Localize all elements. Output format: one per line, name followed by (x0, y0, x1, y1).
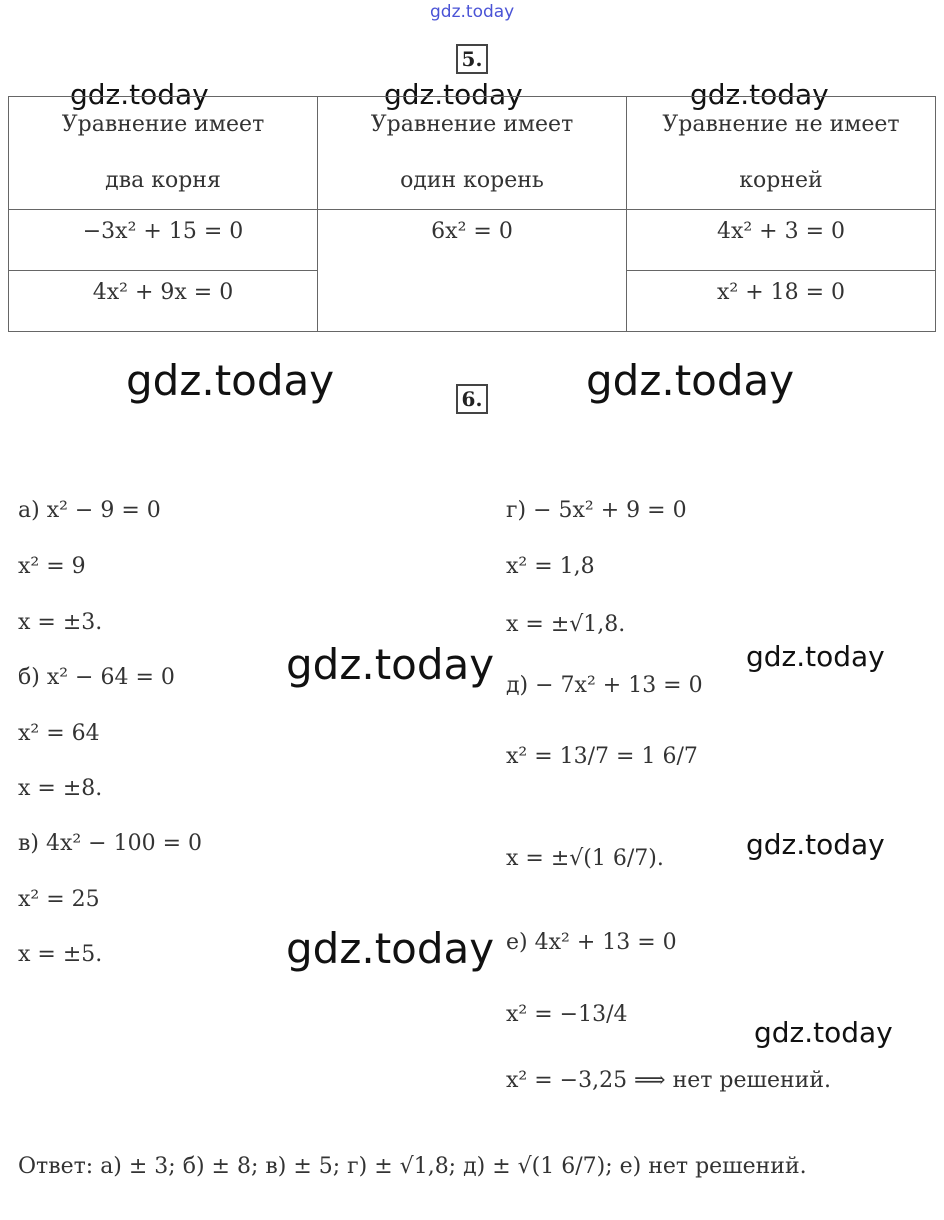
solution-line: а) x² − 9 = 0 (18, 498, 161, 523)
watermark: gdz.today (746, 828, 885, 861)
watermark: gdz.today (70, 78, 209, 111)
table-cell: 4x² + 3 = 0 (627, 210, 936, 271)
solution-line: x = ±8. (18, 776, 103, 801)
table-cell: 6x² = 0 (318, 210, 627, 332)
solution-line: е) 4x² + 13 = 0 (506, 930, 677, 955)
watermark: gdz.today (746, 640, 885, 673)
watermark: gdz.today (754, 1016, 893, 1049)
watermark: gdz.today (384, 78, 523, 111)
watermark-top: gdz.today (430, 2, 515, 22)
watermark: gdz.today (690, 78, 829, 111)
watermark: gdz.today (586, 356, 795, 405)
solution-line: x² = −3,25 ⟹ нет решений. (506, 1068, 831, 1093)
solution-line: x = ±5. (18, 942, 103, 967)
solution-line: x² = 64 (18, 721, 100, 746)
solution-line: x = ±3. (18, 610, 103, 635)
solution-line: б) x² − 64 = 0 (18, 665, 175, 690)
solution-line: x² = −13/4 (506, 1002, 628, 1027)
watermark: gdz.today (286, 640, 495, 689)
solution-line: x = ±√1,8. (506, 612, 626, 637)
table-cell: −3x² + 15 = 0 (9, 210, 318, 271)
solution-line: x² = 9 (18, 554, 86, 579)
solution-line: в) 4x² − 100 = 0 (18, 831, 203, 856)
answer-line: Ответ: а) ± 3; б) ± 8; в) ± 5; г) ± √1,8; д) ± √(1 6/7); е) нет решений. (18, 1154, 807, 1179)
table-cell: 4x² + 9x = 0 (9, 271, 318, 332)
table-cell: x² + 18 = 0 (627, 271, 936, 332)
watermark: gdz.today (126, 356, 335, 405)
solution-line: x² = 1,8 (506, 554, 595, 579)
solution-line: x = ±√(1 6/7). (506, 846, 664, 871)
task5-number: 5. (456, 44, 488, 74)
header-no-roots: Уравнение не имеет корней (627, 97, 936, 210)
task6-number: 6. (456, 384, 488, 414)
solution-line: д) − 7x² + 13 = 0 (506, 673, 703, 698)
solution-line: x² = 13/7 = 1 6/7 (506, 744, 698, 769)
header-one-root: Уравнение имеет один корень (318, 97, 627, 210)
watermark: gdz.today (286, 924, 495, 973)
solution-line: x² = 25 (18, 887, 100, 912)
solution-line: г) − 5x² + 9 = 0 (506, 498, 687, 523)
header-two-roots: Уравнение имеет два корня (9, 97, 318, 210)
task5-table (8, 96, 936, 332)
